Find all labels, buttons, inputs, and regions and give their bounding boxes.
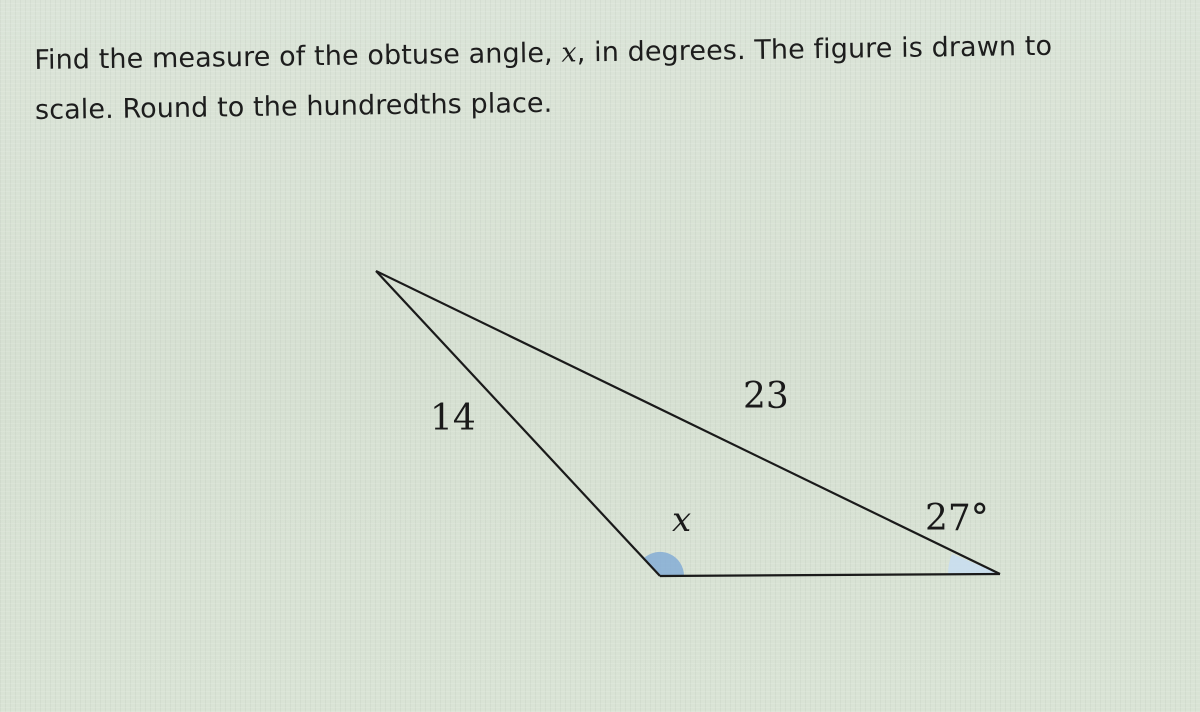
question-line-1-end: , in degrees. The figure is drawn to xyxy=(576,30,1053,69)
side-left-label: 14 xyxy=(430,398,476,439)
side-left xyxy=(376,271,660,576)
question-line-1-start: Find the measure of the obtuse angle, xyxy=(34,37,562,76)
side-hypotenuse-label: 23 xyxy=(743,376,789,417)
obtuse-angle-label: x xyxy=(672,500,692,540)
known-angle-label: 27° xyxy=(925,498,989,539)
question-variable: x xyxy=(561,37,577,69)
question-line-2: scale. Round to the hundredths place. xyxy=(34,87,553,126)
side-base xyxy=(660,574,1000,576)
